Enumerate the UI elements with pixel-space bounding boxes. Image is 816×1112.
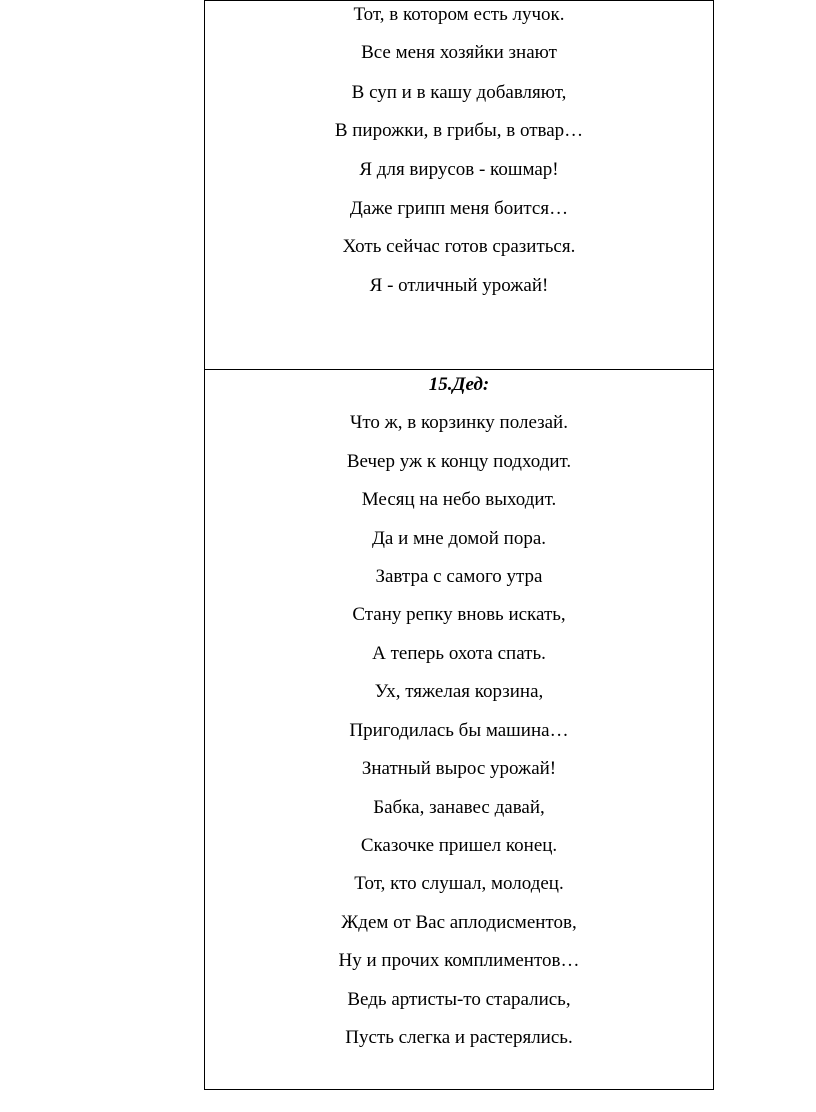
verse-line: Тот, в котором есть лучок.: [353, 4, 565, 25]
verse-line: Хоть сейчас готов сразиться.: [342, 236, 576, 257]
verse-line: Ждем от Вас аплодисментов,: [341, 912, 577, 933]
verse-line: Я - отличный урожай!: [369, 275, 549, 296]
verse-line: В суп и в кашу добавляют,: [351, 82, 567, 103]
verse-line: Пусть слегка и растерялись.: [345, 1027, 573, 1048]
verse-line: Даже грипп меня боится…: [349, 198, 569, 219]
speaker-heading: 15.Дед:: [428, 374, 490, 395]
verse-line: А теперь охота спать.: [372, 643, 546, 664]
verse-line: Месяц на небо выходит.: [361, 489, 557, 510]
script-table: [204, 0, 714, 1090]
verse-line: Все меня хозяйки знают: [361, 42, 557, 63]
verse-line: Знатный вырос урожай!: [361, 758, 557, 779]
verse-line: Бабка, занавес давай,: [373, 797, 545, 818]
verse-cell-top: [205, 1, 713, 370]
verse-line: Ух, тяжелая корзина,: [374, 681, 544, 702]
verse-line: Тот, кто слушал, молодец.: [354, 873, 564, 894]
verse-line: Пригодилась бы машина…: [349, 720, 569, 741]
verse-line: Ну и прочих комплиментов…: [338, 950, 580, 971]
verse-line: Завтра с самого утра: [375, 566, 543, 587]
verse-line: Вечер уж к концу подходит.: [346, 451, 572, 472]
verse-line: Я для вирусов - кошмар!: [359, 159, 559, 180]
verse-line: Стану репку вновь искать,: [352, 604, 566, 625]
verse-line: В пирожки, в грибы, в отвар…: [334, 120, 584, 141]
verse-line: Да и мне домой пора.: [371, 528, 547, 549]
verse-line: Сказочке пришел конец.: [360, 835, 558, 856]
verse-line: Что ж, в корзинку полезай.: [350, 412, 568, 433]
verse-line: Ведь артисты-то старались,: [347, 989, 571, 1010]
verse-cell-bottom: [205, 370, 713, 1090]
